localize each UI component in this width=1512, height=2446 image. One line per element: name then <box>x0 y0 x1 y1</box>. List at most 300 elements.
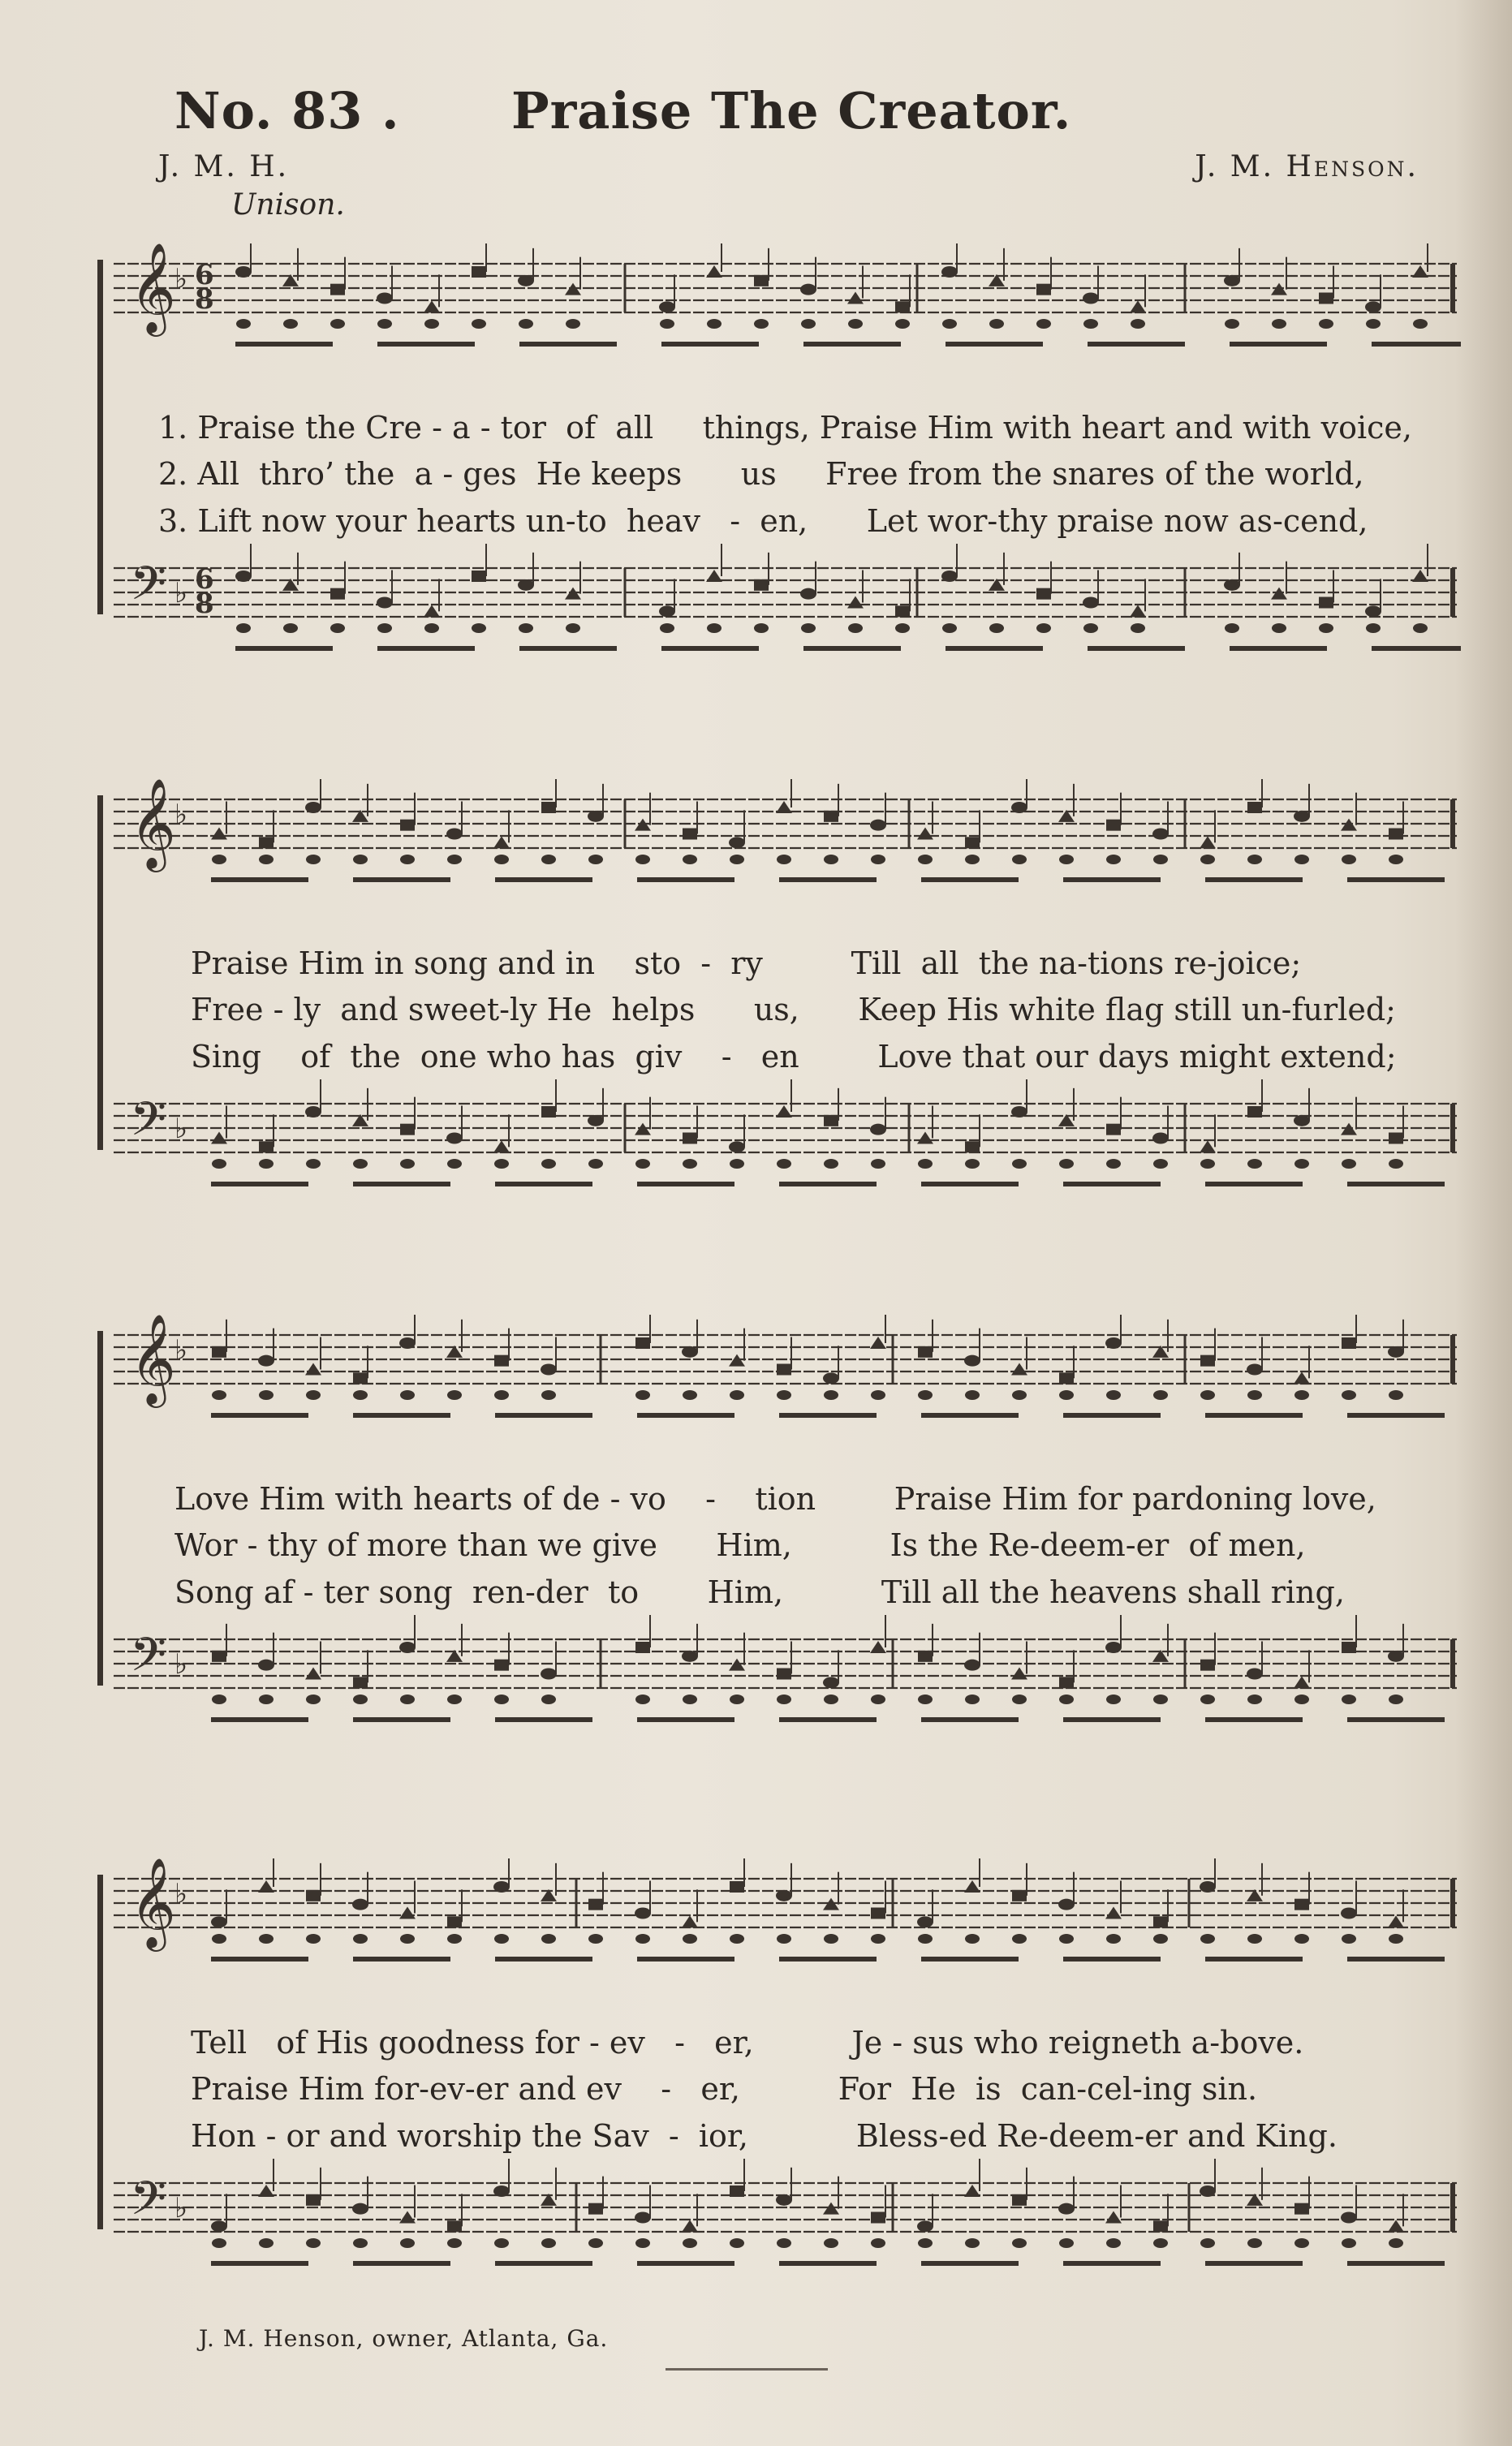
note-head <box>707 319 722 329</box>
note-head <box>588 2238 603 2248</box>
beam <box>353 877 450 882</box>
note-head <box>965 837 980 848</box>
beam <box>495 2261 592 2266</box>
note-head <box>635 1642 650 1653</box>
note-head <box>1011 1668 1027 1680</box>
note-head <box>518 579 534 591</box>
note-head <box>472 319 486 329</box>
note-head <box>447 1916 462 1927</box>
footer-rule <box>666 2368 828 2371</box>
beam <box>779 1413 877 1418</box>
note-head <box>1105 1907 1122 1919</box>
note-head <box>1225 319 1239 329</box>
beam <box>637 1717 734 1722</box>
note-head <box>541 855 556 864</box>
note-head <box>494 1660 509 1671</box>
note-head <box>353 1390 368 1400</box>
note-head <box>447 1159 462 1169</box>
note-head <box>1059 1695 1074 1704</box>
bass-clef-icon: 𝄢 <box>130 2171 167 2237</box>
flat-key-signature-icon: ♭ <box>174 1648 188 1681</box>
beam <box>637 2261 734 2266</box>
note-head <box>1247 1106 1262 1117</box>
note-head <box>259 837 274 848</box>
note-head <box>989 623 1004 633</box>
beam <box>1230 342 1327 347</box>
note-head <box>399 1337 416 1349</box>
beam <box>921 1717 1019 1722</box>
note-head <box>400 1159 415 1169</box>
note-head <box>1130 605 1146 617</box>
note-head <box>683 829 697 840</box>
note-head <box>541 1106 556 1117</box>
note-head <box>493 1881 510 1893</box>
time-signature-bottom: 8 <box>195 588 214 620</box>
note-head <box>258 1660 274 1671</box>
note-head <box>1012 2238 1027 2248</box>
note-head <box>1153 2238 1168 2248</box>
note-head <box>472 623 486 633</box>
note-head <box>777 1669 791 1680</box>
note-head <box>635 1695 650 1704</box>
note-head <box>399 1642 416 1653</box>
note-head <box>1200 855 1215 864</box>
note-head <box>588 1934 603 1944</box>
note-head <box>683 1695 697 1704</box>
note-head <box>447 1695 462 1704</box>
note-head <box>871 1390 885 1400</box>
note-head <box>1200 1660 1215 1671</box>
note-head <box>1365 301 1381 312</box>
note-head <box>352 2203 368 2215</box>
note-head <box>1058 2203 1075 2215</box>
beam <box>211 1957 308 1962</box>
beam <box>803 646 901 651</box>
note-head <box>400 1934 415 1944</box>
beam <box>377 342 475 347</box>
note-head <box>1247 1390 1262 1400</box>
note-head <box>754 275 769 286</box>
beam <box>1063 1717 1161 1722</box>
beam <box>211 2261 308 2266</box>
note-head <box>1106 1934 1121 1944</box>
note-head <box>1131 319 1145 329</box>
beam <box>1372 646 1461 651</box>
note-head <box>424 605 440 617</box>
note-head <box>212 1390 226 1400</box>
note-head <box>1365 605 1381 617</box>
note-head <box>1036 284 1051 295</box>
note-head <box>1247 1669 1263 1680</box>
flat-key-signature-icon: ♭ <box>174 263 188 295</box>
note-head <box>1200 1934 1215 1944</box>
note-head <box>895 319 910 329</box>
note-head <box>588 1899 603 1910</box>
note-head <box>1012 1890 1027 1901</box>
note-head <box>211 828 227 840</box>
note-head <box>1059 1390 1074 1400</box>
note-head <box>566 623 580 633</box>
note-head <box>353 1934 368 1944</box>
note-head <box>588 1115 604 1126</box>
note-head <box>1152 829 1169 840</box>
note-head <box>1106 2238 1121 2248</box>
note-head <box>660 623 674 633</box>
treble-clef-icon: 𝄞 <box>130 1858 176 1948</box>
note-head <box>1294 1695 1309 1704</box>
beam <box>519 342 617 347</box>
note-head <box>447 1934 462 1944</box>
footer-credit: J. M. Henson, owner, Atlanta, Ga. <box>199 2325 609 2352</box>
note-head <box>1083 623 1098 633</box>
note-head <box>259 1159 274 1169</box>
beam <box>211 1717 308 1722</box>
staff-svg <box>97 779 1461 1201</box>
note-head <box>941 266 958 278</box>
note-head <box>283 623 298 633</box>
note-head <box>212 1934 226 1944</box>
note-head <box>942 623 957 633</box>
lyric-verse-3: Sing of the one who has giv - en Love that our days might extend; <box>191 1039 1397 1074</box>
note-head <box>306 1159 321 1169</box>
beam <box>235 342 333 347</box>
note-head <box>236 623 251 633</box>
note-head <box>494 1355 509 1367</box>
note-head <box>1200 1881 1216 1893</box>
note-head <box>1247 1934 1262 1944</box>
note-head <box>730 1881 744 1893</box>
note-head <box>683 1934 697 1944</box>
note-head <box>519 319 533 329</box>
lyric-verse-2: Wor - thy of more than we give Him, Is the Re-deem-er of men, <box>174 1527 1306 1563</box>
note-head <box>1294 1159 1309 1169</box>
note-head <box>1224 275 1240 286</box>
note-head <box>494 1390 509 1400</box>
note-head <box>1153 2220 1168 2232</box>
staff-svg <box>97 1315 1461 1737</box>
note-head <box>258 2185 274 2197</box>
beam <box>637 1957 734 1962</box>
note-head <box>400 1695 415 1704</box>
note-head <box>1200 1390 1215 1400</box>
note-head <box>683 1159 697 1169</box>
note-head <box>1011 802 1027 813</box>
beam <box>779 1182 877 1186</box>
treble-clef-icon: 𝄞 <box>130 243 176 333</box>
note-head <box>871 1695 885 1704</box>
note-head <box>1319 293 1333 304</box>
note-head <box>400 1390 415 1400</box>
beam <box>1230 646 1327 651</box>
note-head <box>1341 1908 1357 1919</box>
note-head <box>1200 1140 1216 1152</box>
note-head <box>1412 265 1428 278</box>
note-head <box>754 623 769 633</box>
note-head <box>1342 1934 1356 1944</box>
beam <box>353 1717 450 1722</box>
note-head <box>800 284 816 295</box>
note-head <box>306 2194 321 2206</box>
note-head <box>965 1695 980 1704</box>
note-head <box>706 570 722 582</box>
note-head <box>1342 1390 1356 1400</box>
beam <box>661 646 759 651</box>
note-head <box>1319 623 1333 633</box>
note-head <box>776 2194 792 2206</box>
note-head <box>1389 1159 1403 1169</box>
note-head <box>424 300 440 312</box>
note-head <box>519 623 533 633</box>
note-head <box>1012 855 1027 864</box>
note-head <box>823 2203 839 2215</box>
note-head <box>964 2185 980 2197</box>
lyric-verse-2: Free - ly and sweet-ly He helps us, Keep His white flag still un-furled; <box>191 992 1396 1027</box>
note-head <box>870 820 886 831</box>
note-head <box>1294 855 1309 864</box>
note-head <box>447 2238 462 2248</box>
note-head <box>1036 623 1051 633</box>
note-head <box>871 2212 885 2224</box>
note-head <box>446 829 463 840</box>
note-head <box>212 1346 226 1358</box>
note-head <box>1389 1133 1403 1144</box>
note-head <box>1200 1159 1215 1169</box>
note-head <box>1106 820 1121 831</box>
note-head <box>964 1660 980 1671</box>
note-head <box>1342 855 1356 864</box>
note-head <box>541 1695 556 1704</box>
note-head <box>635 1390 650 1400</box>
note-head <box>541 1669 557 1680</box>
note-head <box>1153 1916 1168 1927</box>
note-head <box>1247 1695 1262 1704</box>
note-head <box>400 820 415 831</box>
note-head <box>659 301 675 312</box>
note-head <box>682 1651 698 1662</box>
note-head <box>659 605 675 617</box>
note-head <box>400 1124 415 1135</box>
note-head <box>683 1133 697 1144</box>
note-head <box>965 1934 980 1944</box>
note-head <box>1083 597 1099 609</box>
note-head <box>283 319 298 329</box>
note-head <box>1271 283 1287 295</box>
note-head <box>212 1159 226 1169</box>
note-head <box>259 1934 274 1944</box>
note-head <box>211 2220 227 2232</box>
note-head <box>1319 319 1333 329</box>
note-head <box>1389 1934 1403 1944</box>
note-head <box>1271 588 1287 600</box>
time-signature-top: 6 <box>195 563 214 596</box>
note-head <box>635 855 650 864</box>
treble-clef-icon: 𝄞 <box>130 779 176 868</box>
note-head <box>776 1890 792 1901</box>
note-head <box>635 819 651 831</box>
beam <box>637 877 734 882</box>
note-head <box>541 2238 556 2248</box>
note-head <box>635 2238 650 2248</box>
note-head <box>1012 1390 1027 1400</box>
system-brace <box>97 795 103 1150</box>
beam <box>921 877 1019 882</box>
note-head <box>1225 623 1239 633</box>
beam <box>495 1182 592 1186</box>
note-head <box>494 855 509 864</box>
note-head <box>1153 855 1168 864</box>
beam <box>1063 2261 1161 2266</box>
beam <box>1088 342 1185 347</box>
note-head <box>823 1677 839 1688</box>
note-head <box>824 855 838 864</box>
note-head <box>377 293 393 304</box>
note-head <box>824 1695 838 1704</box>
note-head <box>918 1651 933 1662</box>
note-head <box>941 571 958 582</box>
system-brace <box>97 1331 103 1686</box>
lyric-verse-3: Song af - ter song ren-der to Him, Till all the heavens shall ring, <box>174 1574 1345 1610</box>
note-head <box>566 319 580 329</box>
beam <box>1205 2261 1303 2266</box>
note-head <box>635 1159 650 1169</box>
note-head <box>871 1159 885 1169</box>
lyric-verse-1: Praise Him in song and in sto - ry Till all the na-tions re-joice; <box>191 945 1302 981</box>
note-head <box>989 319 1004 329</box>
time-signature-top: 6 <box>195 259 214 291</box>
note-head <box>1388 2220 1404 2232</box>
note-head <box>493 836 510 848</box>
note-head <box>1153 1695 1168 1704</box>
note-head <box>541 1159 556 1169</box>
note-head <box>1200 1695 1215 1704</box>
note-head <box>682 2220 698 2232</box>
note-head <box>1342 1337 1356 1349</box>
note-head <box>1059 1372 1074 1384</box>
note-head <box>965 855 980 864</box>
note-head <box>871 2238 885 2248</box>
note-head <box>730 1159 744 1169</box>
note-head <box>377 623 392 633</box>
note-head <box>848 319 863 329</box>
note-head <box>258 1880 274 1893</box>
note-head <box>777 2238 791 2248</box>
note-head <box>1366 623 1381 633</box>
note-head <box>446 1133 463 1144</box>
note-head <box>1342 2238 1356 2248</box>
note-head <box>305 1668 321 1680</box>
note-head <box>777 1364 791 1376</box>
note-head <box>1294 2238 1309 2248</box>
note-head <box>895 623 910 633</box>
beam <box>211 877 308 882</box>
note-head <box>1152 1133 1169 1144</box>
note-head <box>1106 1124 1121 1135</box>
note-head <box>211 1916 227 1927</box>
beam <box>1205 877 1303 882</box>
note-head <box>729 837 745 848</box>
note-head <box>847 596 864 609</box>
beam <box>1347 877 1445 882</box>
note-head <box>870 1124 886 1135</box>
beam <box>353 1413 450 1418</box>
beam <box>1347 2261 1445 2266</box>
note-head <box>1130 300 1146 312</box>
note-head <box>824 1115 838 1126</box>
note-head <box>871 1908 885 1919</box>
note-head <box>824 811 838 822</box>
flat-key-signature-icon: ♭ <box>174 799 188 831</box>
note-head <box>1247 1364 1263 1376</box>
note-head <box>353 1677 368 1688</box>
note-head <box>236 319 251 329</box>
note-head <box>259 855 274 864</box>
note-head <box>729 1354 745 1367</box>
note-head <box>1247 2238 1262 2248</box>
note-head <box>777 1390 791 1400</box>
note-head <box>1036 588 1051 600</box>
note-head <box>847 292 864 304</box>
note-head <box>1012 1159 1027 1169</box>
note-head <box>1083 319 1098 329</box>
beam <box>1205 1717 1303 1722</box>
bass-clef-icon: 𝄢 <box>130 556 167 622</box>
beam <box>637 1182 734 1186</box>
note-head <box>353 2238 368 2248</box>
flat-key-signature-icon: ♭ <box>174 1113 188 1145</box>
note-head <box>306 1390 321 1400</box>
note-head <box>730 1695 744 1704</box>
note-head <box>848 623 863 633</box>
note-head <box>306 1695 321 1704</box>
treble-clef-icon: 𝄞 <box>130 1315 176 1404</box>
note-head <box>870 1337 886 1349</box>
note-head <box>871 1934 885 1944</box>
note-head <box>400 855 415 864</box>
note-head <box>1059 1159 1074 1169</box>
music-system-2 <box>97 779 1461 1201</box>
beam <box>803 342 901 347</box>
note-head <box>588 811 604 822</box>
note-head <box>494 1159 509 1169</box>
note-head <box>1294 1899 1309 1910</box>
flat-key-signature-icon: ♭ <box>174 1334 188 1367</box>
note-head <box>1011 1363 1027 1376</box>
note-head <box>895 301 910 312</box>
note-head <box>1412 570 1428 582</box>
note-head <box>235 571 252 582</box>
note-head <box>399 2211 416 2224</box>
note-head <box>1200 2238 1215 2248</box>
note-head <box>1388 1346 1404 1358</box>
note-head <box>682 1915 698 1927</box>
note-head <box>965 1159 980 1169</box>
note-head <box>729 1141 745 1152</box>
note-head <box>212 1651 226 1662</box>
lyric-verse-1: Love Him with hearts of de - vo - tion Praise Him for pardoning love, <box>174 1481 1376 1517</box>
note-head <box>777 855 791 864</box>
note-head <box>730 2185 744 2197</box>
composer-credit: J. M. Henson. <box>1195 150 1419 183</box>
flat-key-signature-icon: ♭ <box>174 577 188 609</box>
note-head <box>1294 811 1310 822</box>
note-head <box>1294 1372 1310 1384</box>
note-head <box>871 855 885 864</box>
note-head <box>212 2238 226 2248</box>
lyric-verse-2: 2. All thro’ the a - ges He keeps us Free from the snares of the world, <box>158 456 1364 492</box>
note-head <box>352 1899 368 1910</box>
note-head <box>377 597 393 609</box>
note-head <box>330 284 345 295</box>
